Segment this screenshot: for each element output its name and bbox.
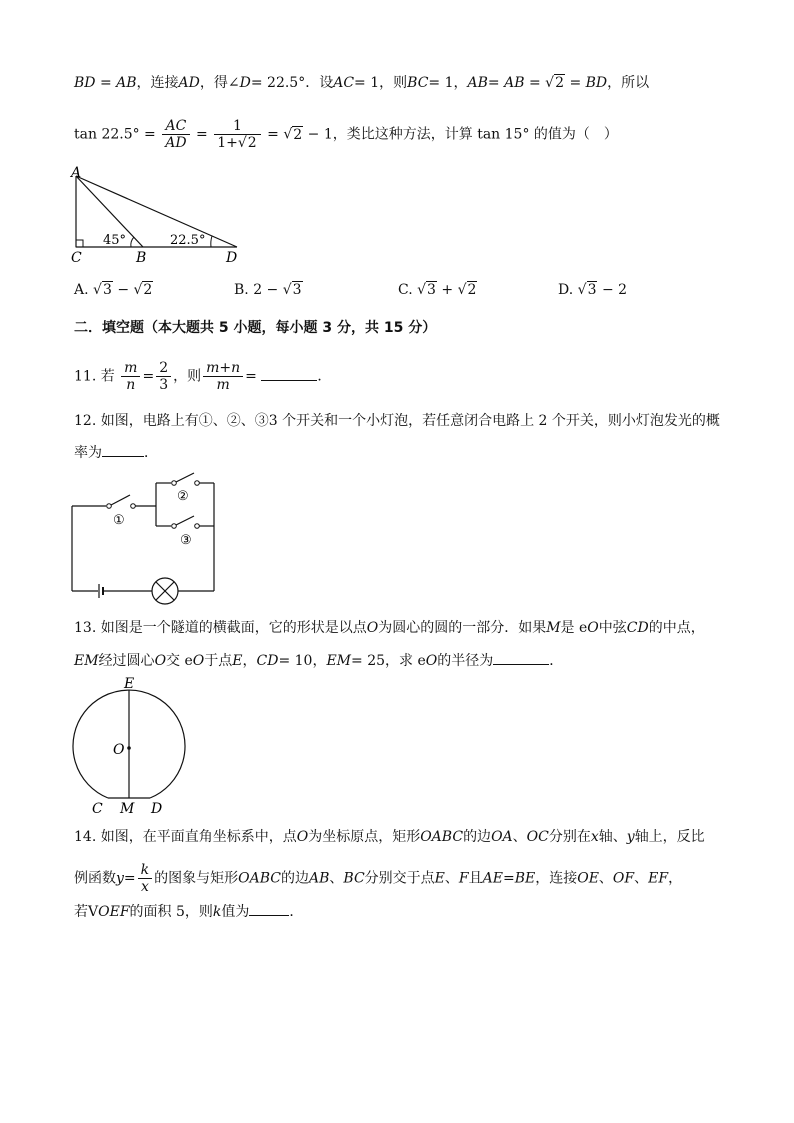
q13-text: 交 e bbox=[166, 653, 193, 669]
q14-text: 的图象与矩形 bbox=[154, 870, 239, 887]
q10-text: = 1， bbox=[428, 75, 468, 91]
q14-var: BC bbox=[343, 870, 365, 887]
angle-arc-b bbox=[131, 237, 134, 247]
option-d[interactable]: D. √3 − 2 bbox=[558, 282, 628, 298]
label-c: C bbox=[71, 250, 82, 266]
q13-line1 bbox=[74, 618, 705, 638]
q14-var: OABC bbox=[420, 829, 464, 845]
q13-text: 是 e bbox=[560, 620, 588, 636]
q14-var: O bbox=[296, 829, 309, 845]
q10-radical: 2 bbox=[555, 75, 564, 91]
q10-line1: BD = AB，连接AD，得∠D= 22.5°．设AC= 1，则BC= 1，AB= AB = √2 = BD，所以 bbox=[74, 75, 650, 91]
q10-text: AB bbox=[467, 75, 488, 91]
q10-text: = 1，则 bbox=[354, 75, 408, 91]
q14-text: 分别交于点 bbox=[364, 870, 435, 887]
q14-text: 、 bbox=[598, 870, 613, 887]
q14-text: 轴上，反比 bbox=[634, 829, 705, 845]
q13-var: O bbox=[154, 653, 167, 669]
q13-text: 中弦 bbox=[598, 620, 627, 636]
q14-var: E bbox=[434, 870, 445, 887]
option-d-radical: 3 bbox=[587, 282, 597, 298]
q11-eq: = bbox=[142, 368, 155, 385]
switch-2-label: ② bbox=[177, 489, 189, 504]
circuit-figure bbox=[66, 472, 226, 612]
option-b-prefix: 2 − bbox=[253, 282, 279, 298]
q13-var: O bbox=[366, 620, 379, 636]
q13-line2 bbox=[74, 650, 563, 671]
switch-3-label: ③ bbox=[180, 533, 192, 548]
q10-frac-num: AC bbox=[162, 118, 189, 135]
q14-var: y bbox=[116, 870, 124, 887]
switch-2-lever bbox=[176, 473, 194, 482]
q13-text: 的中点， bbox=[648, 620, 705, 636]
angle-label-45: 45° bbox=[103, 233, 127, 248]
right-angle-mark bbox=[76, 240, 83, 247]
switch-1-label: ① bbox=[113, 513, 125, 528]
q12-line1: 12. 如图，电路上有①、②、③3 个开关和一个小灯泡，若任意闭合电路上 2 个开关，则小灯泡发光的概 bbox=[74, 413, 720, 429]
q10-text: AB bbox=[504, 75, 525, 91]
option-a[interactable]: A. √3 − √2 bbox=[74, 282, 153, 298]
q10-text: BD bbox=[585, 75, 608, 91]
q13-text: 经过圆心 bbox=[98, 653, 155, 669]
q13-var: O bbox=[192, 653, 205, 669]
switch-3-contact bbox=[172, 524, 177, 529]
q11-frac-den: n bbox=[126, 377, 136, 393]
q14-text: 、 bbox=[512, 829, 527, 845]
q10-text: AC bbox=[333, 75, 355, 91]
switch-3-contact bbox=[195, 524, 200, 529]
option-b-radical: 3 bbox=[292, 282, 302, 298]
q10-text: ，得∠ bbox=[199, 75, 240, 91]
q14-text: 的边 bbox=[281, 870, 309, 887]
q14-var: BE bbox=[514, 870, 536, 887]
q14-var: OE bbox=[577, 870, 599, 887]
q11-fraction-mn-m bbox=[203, 360, 243, 393]
q10-text: = 22.5°．设 bbox=[250, 75, 334, 91]
q14-fraction-k-x bbox=[138, 862, 152, 895]
q14-line2 bbox=[74, 862, 682, 895]
q14-var: OEF bbox=[98, 904, 130, 920]
q14-text: ，连接 bbox=[535, 870, 578, 887]
q11-number: 11. 若 bbox=[74, 368, 115, 385]
label-a: A bbox=[71, 165, 82, 181]
q11-frac-num: m+n bbox=[203, 360, 243, 377]
option-c-operator: + bbox=[441, 282, 454, 298]
q14-text: 14. 如图，在平面直角坐标系中，点 bbox=[74, 829, 297, 845]
option-b-label: B. bbox=[234, 282, 249, 298]
q13-text: 的半径为 bbox=[437, 653, 494, 669]
q14-var: OABC bbox=[238, 870, 281, 887]
q10-line2: tan 22.5° = $\frac{AC}{AD}$ = $\frac{1}{1+√2}$ = √2 − 1，类比这种方法，计算 tan 15° 的值为（ ） bbox=[74, 118, 618, 151]
q11-frac-den: m bbox=[216, 377, 230, 393]
q14-text: = bbox=[502, 870, 515, 887]
q14-text: 、 bbox=[444, 870, 459, 887]
q13-var: EM bbox=[74, 653, 99, 669]
q10-text: ，所以 bbox=[607, 75, 650, 91]
side-ad bbox=[76, 176, 237, 247]
switch-3-lever bbox=[176, 516, 194, 525]
q12-end: ． bbox=[144, 445, 158, 461]
q14-text: 的面积 5，则 bbox=[129, 904, 213, 920]
q14-text: 、 bbox=[329, 870, 344, 887]
q14-text: 轴、 bbox=[598, 829, 627, 845]
q13-answer-blank[interactable] bbox=[493, 650, 549, 665]
q11-fraction-m-n bbox=[121, 360, 140, 393]
q10-fraction-1 bbox=[214, 118, 260, 151]
q13-var: O bbox=[587, 620, 599, 636]
q14-end: ． bbox=[289, 904, 304, 920]
triangle-figure bbox=[66, 164, 256, 268]
q13-text: = 25，求 e bbox=[351, 653, 426, 669]
option-d-suffix: − 2 bbox=[601, 282, 628, 298]
q10-frac-num: 1 bbox=[214, 118, 260, 135]
q13-var: CD bbox=[256, 653, 279, 669]
q14-var: AE bbox=[482, 870, 503, 887]
q14-line3 bbox=[74, 901, 303, 922]
q14-text: 分别在 bbox=[548, 829, 591, 845]
q14-var: OC bbox=[526, 829, 549, 845]
q14-var: EF bbox=[648, 870, 669, 887]
label-m: M bbox=[120, 801, 135, 817]
q13-text: 于点 bbox=[204, 653, 233, 669]
q14-frac-den: x bbox=[140, 879, 149, 895]
q13-end: ． bbox=[549, 653, 564, 669]
q14-text: ， bbox=[668, 870, 683, 887]
q14-text: 例函数 bbox=[74, 870, 116, 887]
q13-var: CD bbox=[626, 620, 649, 636]
q13-var: EM bbox=[326, 653, 352, 669]
label-d: D bbox=[226, 250, 238, 266]
q10-text: ，连接 bbox=[136, 75, 179, 91]
option-c-label: C. bbox=[398, 282, 413, 298]
q11-answer-blank[interactable] bbox=[261, 366, 317, 381]
option-b[interactable]: B. 2 − √3 bbox=[234, 282, 302, 298]
q14-text: 、 bbox=[634, 870, 649, 887]
q10-text: AD bbox=[178, 75, 200, 91]
q11 bbox=[74, 360, 331, 393]
center-point bbox=[127, 746, 131, 750]
q10-text: BD = AB bbox=[74, 75, 137, 91]
q10-text: = bbox=[528, 75, 541, 91]
q11-text: ，则 bbox=[173, 368, 202, 385]
q11-eq: = bbox=[245, 368, 257, 385]
q13-var: E bbox=[232, 653, 243, 669]
q14-text: = bbox=[123, 870, 136, 887]
q14-text: 值为 bbox=[221, 904, 250, 920]
switch-2-contact bbox=[195, 481, 200, 486]
section-heading: 二．填空题（本大题共 5 小题，每小题 3 分，共 15 分） bbox=[74, 320, 437, 336]
label-d: D bbox=[151, 801, 163, 817]
q10-text: D bbox=[239, 75, 251, 91]
tunnel-figure bbox=[66, 674, 196, 820]
q10-frac-den-pre: 1+ bbox=[217, 135, 238, 151]
option-a-operator: − bbox=[117, 282, 130, 298]
label-o: O bbox=[113, 742, 125, 758]
q14-var: F bbox=[458, 870, 469, 887]
q13-text: = 10， bbox=[278, 653, 327, 669]
switch-1-lever bbox=[111, 495, 130, 505]
q12-line2 bbox=[74, 442, 158, 463]
q10-eq: = bbox=[196, 126, 208, 143]
q14-var: OF bbox=[612, 870, 635, 887]
label-c: C bbox=[92, 801, 103, 817]
q10-line2-tail: − 1，类比这种方法，计算 tan 15° 的值为（ ） bbox=[303, 126, 618, 143]
switch-2-contact bbox=[172, 481, 177, 486]
q13-var: M bbox=[546, 620, 561, 636]
q11-fraction-2-3 bbox=[156, 360, 171, 393]
q10-radical: 2 bbox=[293, 126, 303, 143]
option-c-radical-2: 2 bbox=[467, 282, 477, 298]
angle-arc-d bbox=[211, 236, 212, 247]
q12-text: 率为 bbox=[74, 445, 102, 461]
label-e: E bbox=[124, 676, 135, 692]
q13-var: O bbox=[425, 653, 438, 669]
q12-answer-blank[interactable] bbox=[102, 442, 144, 457]
q14-var: AB bbox=[309, 870, 330, 887]
q10-frac-den-radical: 2 bbox=[247, 135, 257, 151]
q14-var: k bbox=[212, 904, 222, 920]
q10-frac-den: AD bbox=[165, 135, 187, 151]
q13-text: 为圆心的圆的一部分．如果 bbox=[378, 620, 547, 636]
option-a-label: A. bbox=[74, 282, 89, 298]
q13-text: ， bbox=[242, 653, 257, 669]
q14-text: 为坐标原点，矩形 bbox=[308, 829, 421, 845]
q10-text: BC bbox=[407, 75, 429, 91]
q14-text: 且 bbox=[468, 870, 483, 887]
q14-frac-num: k bbox=[138, 862, 152, 879]
option-a-radical-1: 3 bbox=[102, 282, 112, 298]
option-d-label: D. bbox=[558, 282, 574, 298]
q14-text: 若V bbox=[74, 904, 99, 920]
q10-text: = bbox=[487, 75, 500, 91]
q10-frac-den: 1+√2 bbox=[217, 135, 257, 151]
q11-end: ． bbox=[317, 368, 332, 385]
option-a-radical-2: 2 bbox=[143, 282, 153, 298]
q14-answer-blank[interactable] bbox=[249, 901, 289, 916]
label-b: B bbox=[136, 250, 147, 266]
q10-tan: tan 22.5° = bbox=[74, 126, 156, 143]
q14-var: x bbox=[590, 829, 599, 845]
q14-var: OA bbox=[491, 829, 513, 845]
switch-1-contact bbox=[131, 504, 136, 509]
q10-eq: = bbox=[267, 126, 279, 143]
angle-label-22-5: 22.5° bbox=[170, 233, 206, 248]
option-c[interactable]: C. √3 + √2 bbox=[398, 282, 477, 298]
q10-fraction-ac-ad bbox=[162, 118, 189, 151]
q11-frac-den: 3 bbox=[159, 377, 169, 393]
q11-frac-num: 2 bbox=[156, 360, 171, 377]
q14-line1 bbox=[74, 827, 705, 847]
q14-text: 的边 bbox=[463, 829, 492, 845]
q10-text: = bbox=[569, 75, 582, 91]
option-c-radical-1: 3 bbox=[427, 282, 436, 298]
q13-text: 13. 如图是一个隧道的横截面，它的形状是以点 bbox=[74, 620, 367, 636]
q11-frac-num: m bbox=[121, 360, 140, 377]
q14-var: y bbox=[626, 829, 635, 845]
switch-1-contact bbox=[107, 504, 112, 509]
